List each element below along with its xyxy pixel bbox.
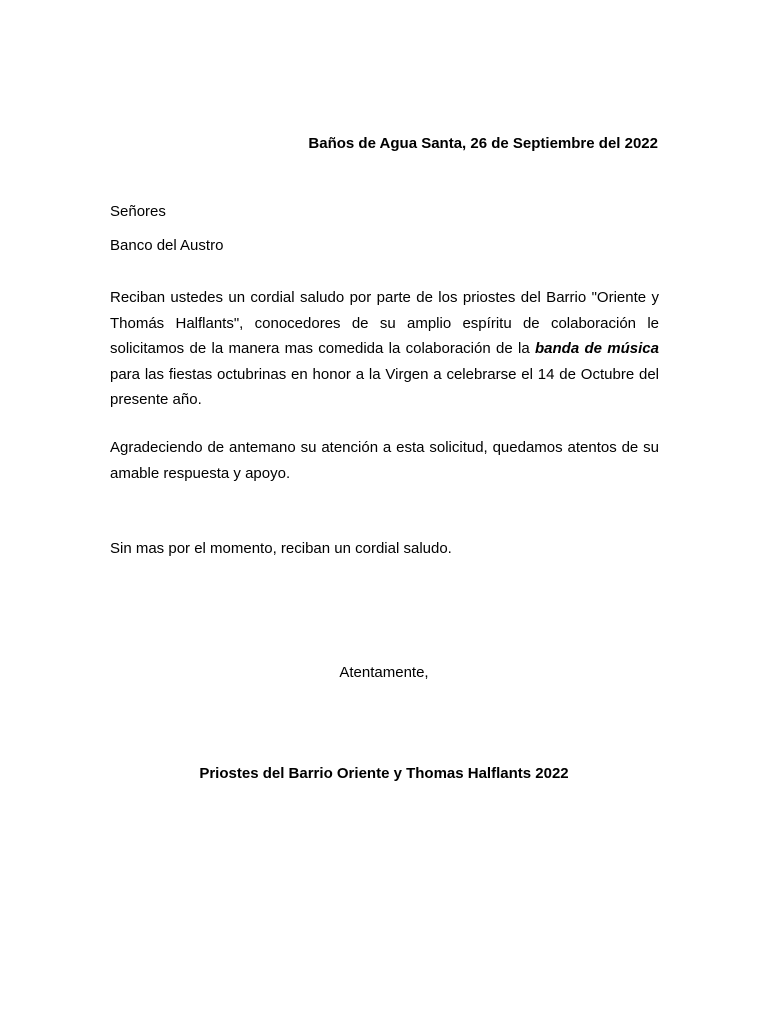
date-line: Baños de Agua Santa, 26 de Septiembre del 2022 xyxy=(308,135,658,152)
salutation: Atentamente, xyxy=(339,664,429,681)
request-paragraph-emphasis: banda de música xyxy=(534,340,659,357)
thanks-paragraph: Agradeciendo de antemano su atención a esta solicitud, quedamos atentos de su amable respuesta y apoyo. xyxy=(110,439,659,482)
request-paragraph-text-start: Reciban ustedes un cordial saludo por parte de los priostes del Barrio "Oriente y Thomás Halflants", conocedores de su amplio espíritu de colaboración le solicitamos de la manera mas comedida la colaboración de la xyxy=(110,289,659,357)
closing-line: Sin mas por el momento, reciban un cordial saludo. xyxy=(110,540,452,557)
recipient-name: Banco del Austro xyxy=(110,237,224,254)
signature: Priostes del Barrio Oriente y Thomas Halflants 2022 xyxy=(199,765,569,782)
recipient-title: Señores xyxy=(110,203,166,220)
request-paragraph-text-end: para las fiestas octubrinas en honor a la Virgen a celebrarse el 14 de Octubre del presente año. xyxy=(110,365,659,408)
request-paragraph xyxy=(110,285,659,413)
